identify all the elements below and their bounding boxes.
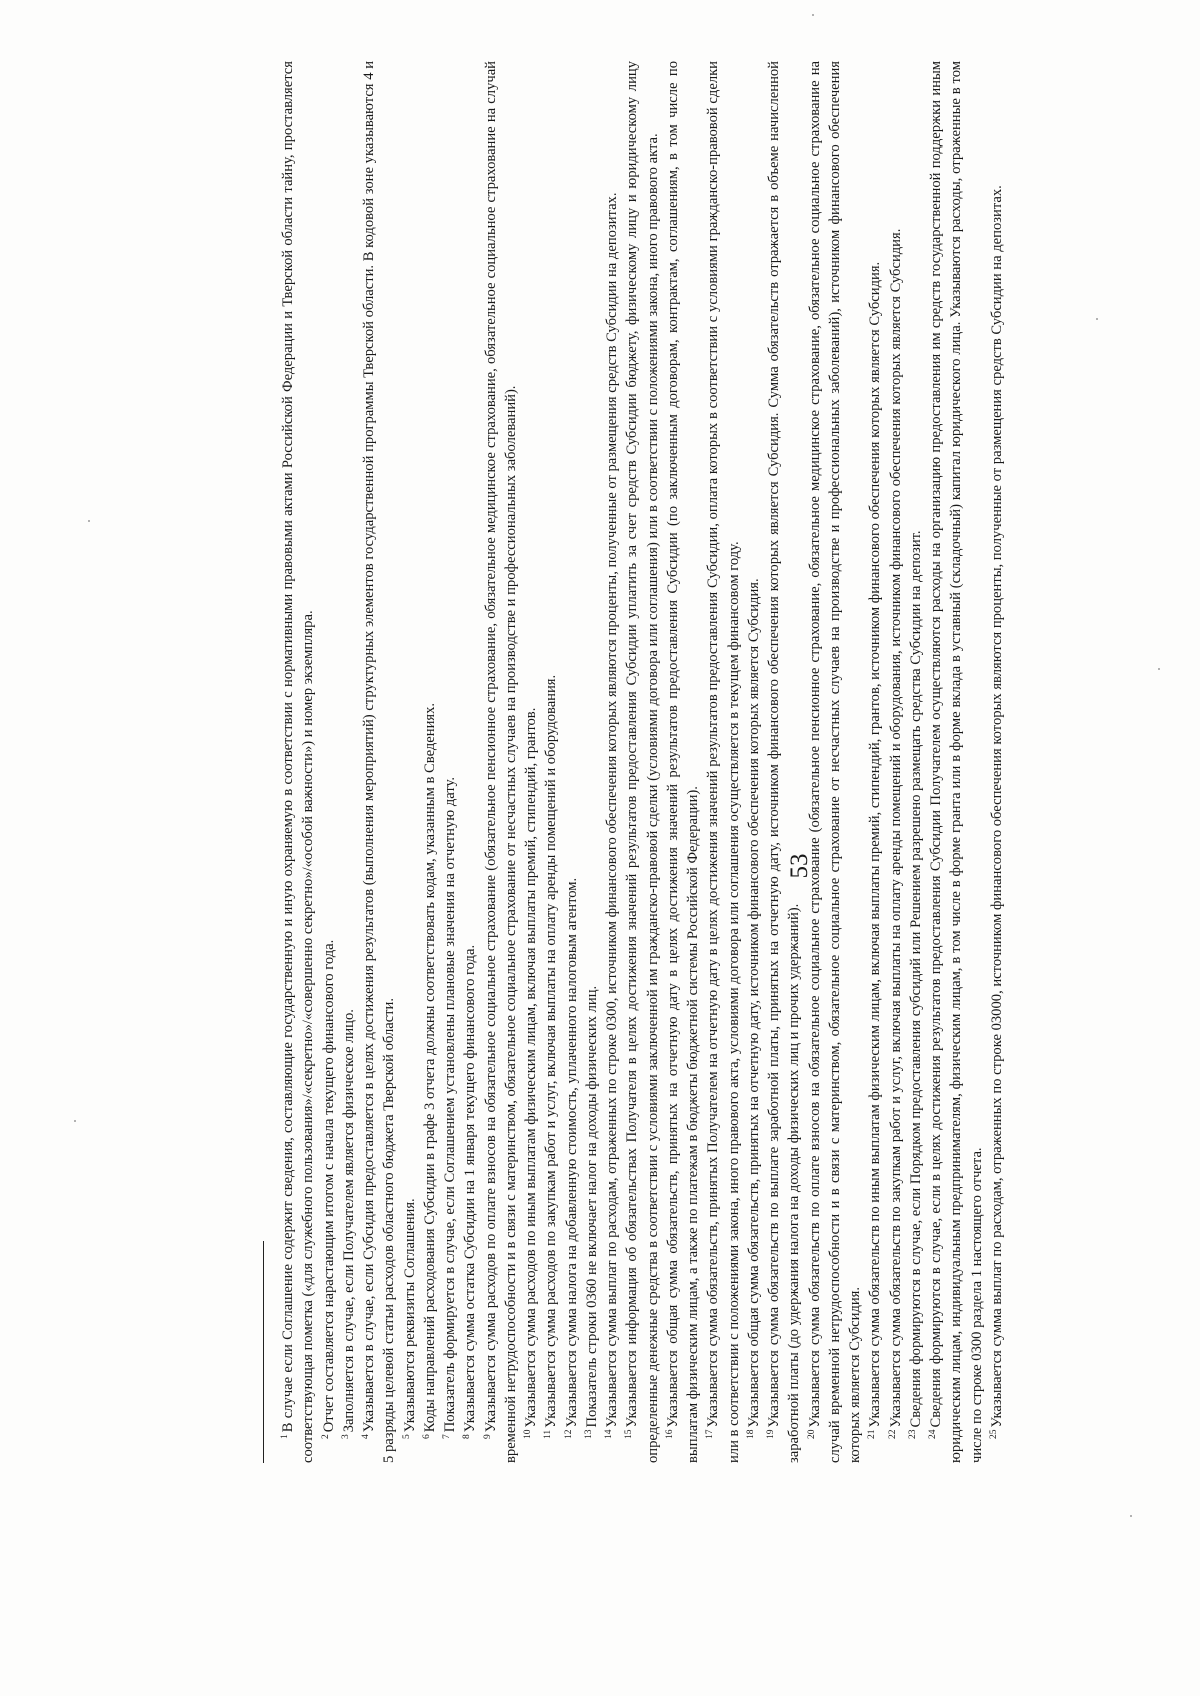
footnote-text: Указывается сумма обязательств по оплате взносов на обязательное социальное страхование (обязательное пенсионное страхование, обязательное медицинское страхование, обязательное социальное страхование на случай временной нетрудоспособности и в связи с материнством, обязательное социальное страхование от несчастных случаев на производстве и профессиональных заболеваний), источником финансового обеспечения которых является Субсидия. bbox=[806, 61, 863, 1463]
footnote-separator bbox=[263, 1241, 264, 1463]
footnote-text: Показатель строки 0360 не включает налог на доходы физических лиц. bbox=[583, 985, 600, 1428]
footnote bbox=[541, 61, 561, 1463]
footnote-number: 9 bbox=[482, 1434, 493, 1439]
footnote-text: Указывается сумма расходов по иным выплатам физическим лицам, включая выплаты премий, стипендий, грантов. bbox=[523, 707, 539, 1428]
footnote-number: 20 bbox=[806, 1429, 817, 1439]
footnote-text: Сведения формируются в случае, если в целях достижения результатов предоставления Субсидии Получателем осуществляются расходы на организацию предоставления им средств государственной поддержки иным юридическим лицам, индивидуальным предпринимателям, физическим лицам, в том числе в форме гранта или в форме вклада в уставный (складочный) капитал юридического лица. Указываются расходы, отраженные в том числе по строке 0300 раздела 1 настоящего отчета. bbox=[928, 61, 985, 1463]
footnote-number: 14 bbox=[604, 1429, 614, 1439]
footnote-text: Указывается сумма выплат по расходам, отраженных по строке 0300, источником финансового обеспечения которых являются проценты, полученные от размещения средств Субсидии на депозитах. bbox=[604, 192, 620, 1428]
footnote-text: Указывается общая сумма обязательств, принятых на отчетную дату, источником финансового обеспечения которых является Субсидия. bbox=[745, 578, 762, 1428]
footnote-text: Указывается информация об обязательствах Получателя в целях достижения значений результатов предоставления Субсидии уплатить за счет средств Субсидии бюджету, физическому лицу и юридическому лицу определенные денежные средства в соответствии с условиями заключенной им гражданско-правовой сделки (условиями договора или соглашения) или в соответствии с положениями закона, иного правового акта. bbox=[624, 61, 661, 1463]
footnote-number: 22 bbox=[887, 1429, 898, 1439]
footnote-number: 8 bbox=[462, 1434, 473, 1439]
footnote-text: Указываются реквизиты Соглашения. bbox=[401, 1198, 418, 1433]
footnote-text: Указывается сумма остатка Субсидии на 1 января текущего финансового года. bbox=[462, 944, 479, 1433]
footnote bbox=[622, 61, 663, 1463]
footnote-number: 3 bbox=[340, 1434, 351, 1439]
footnote-text: Показатель формируется в случае, если Соглашением установлены плановые значения на отчетную дату. bbox=[442, 776, 458, 1433]
footnote bbox=[865, 61, 885, 1463]
footnote-number: 10 bbox=[523, 1429, 533, 1439]
footnote-number: 13 bbox=[583, 1429, 594, 1439]
footnote-number: 23 bbox=[907, 1429, 918, 1439]
footnote-number: 12 bbox=[563, 1429, 574, 1439]
footnote bbox=[278, 61, 319, 1463]
footnote bbox=[744, 61, 764, 1463]
footnote bbox=[440, 61, 460, 1463]
footnote-text: Указывается общая сумма обязательств, принятых на отчетную дату в целях достижения значений результатов предоставления Субсидии (по заключенным договорам, контрактам, соглашениям, в том числе по выплатам физическим лицам, а также по платежам в бюджеты бюджетной системы Российской Федерации). bbox=[664, 61, 701, 1463]
footnote-number: 18 bbox=[745, 1429, 756, 1439]
footnote-number: 15 bbox=[624, 1429, 635, 1439]
footnote bbox=[339, 61, 359, 1463]
footnote bbox=[481, 61, 522, 1463]
footnote-text: Сведения формируются в случае, если Порядком предоставления субсидий или Решением разрешено размещать средства Субсидии на депозит. bbox=[907, 530, 924, 1428]
footnote-number: 17 bbox=[705, 1429, 716, 1439]
footnote bbox=[886, 61, 906, 1463]
footnote bbox=[805, 61, 866, 1463]
footnote-text: Указывается сумма обязательств по иным выплатам физическим лицам, включая выплаты премий, стипендий, грантов, источником финансового обеспечения которых является Субсидия. bbox=[867, 261, 884, 1428]
footnote bbox=[420, 61, 440, 1463]
footnote bbox=[521, 61, 541, 1463]
footnote-number: 7 bbox=[442, 1434, 452, 1439]
footnote-text: Указывается в случае, если Субсидия предоставляется в целях достижения результатов (выполнения мероприятий) структурных элементов государственной программы Тверской области. В кодовой зоне указываются 4 и 5 разряды целевой статьи расходов областного бюджета Тверской области. bbox=[361, 61, 398, 1463]
footnote bbox=[926, 61, 987, 1463]
footnote-text: В случае если Соглашение содержит сведения, составляющие государственную и иную охраняемую в соответствии с нормативными правовыми актами Российской Федерации и Тверской области тайну, проставляется соответствующая пометка («для служебного пользования»/«секретно»/«совершенно секретно»/«особой важности») и номер экземпляра. bbox=[280, 61, 317, 1463]
footnote-number: 6 bbox=[421, 1434, 432, 1439]
footnote-number: 16 bbox=[664, 1429, 675, 1439]
footnote bbox=[764, 61, 805, 1463]
footnote bbox=[602, 61, 622, 1463]
footnote bbox=[906, 61, 926, 1463]
footnote bbox=[582, 61, 602, 1463]
footnote-text: Коды направлений расходования Субсидии в графе 3 отчета должны соответствовать кодам, указанным в Сведениях. bbox=[421, 702, 438, 1433]
footnote-number: 21 bbox=[867, 1429, 878, 1439]
footnote-number: 1 bbox=[280, 1434, 290, 1439]
footnote-number: 24 bbox=[928, 1429, 938, 1439]
footnote-text: Указывается сумма выплат по расходам, отраженных по строке 03000, источником финансового обеспечения которых являются проценты, полученные от размещения средств Субсидии на депозитах. bbox=[988, 185, 1005, 1428]
footnote bbox=[703, 61, 744, 1463]
footnote-text: Указывается сумма налога на добавленную стоимость, уплаченного налоговым агентом. bbox=[563, 877, 580, 1428]
footnote bbox=[460, 61, 480, 1463]
footnote bbox=[562, 61, 582, 1463]
footnote-number: 4 bbox=[361, 1434, 371, 1439]
page-number: 53 bbox=[786, 853, 813, 879]
footnote bbox=[663, 61, 704, 1463]
footnote bbox=[319, 61, 339, 1463]
footnote-text: Заполняется в случае, если Получателем является физическое лицо. bbox=[340, 1009, 357, 1433]
footnote-number: 19 bbox=[766, 1429, 776, 1439]
footnote bbox=[987, 61, 1007, 1463]
footnote-text: Указывается сумма обязательств по выплате заработной платы, принятых на отчетную дату, источником финансового обеспечения которых является Субсидия. Сумма обязательств отражается в объеме начисленной заработной платы (до удержания налога на доходы физических лиц и прочих удержаний). bbox=[766, 61, 803, 1463]
footnote-text: Отчет составляется нарастающим итогом с начала текущего финансового года. bbox=[320, 939, 337, 1433]
footnote-text: Указывается сумма обязательств по закупкам работ и услуг, включая выплаты на оплату аренды помещений и оборудования, источником финансового обеспечения которых является Субсидия. bbox=[887, 228, 904, 1428]
footnote-text: Указывается сумма расходов по оплате взносов на обязательное социальное страхование (обязательное пенсионное страхование, обязательное медицинское страхование, обязательное социальное страхование на случай временной нетрудоспособности и в связи с материнством, обязательное социальное страхование от несчастных случаев на производстве и профессиональных заболеваний). bbox=[482, 61, 519, 1463]
footnote-number: 5 bbox=[401, 1434, 412, 1439]
footnote-number: 11 bbox=[543, 1429, 554, 1439]
footnote bbox=[400, 61, 420, 1463]
footnote-number: 25 bbox=[988, 1429, 999, 1439]
footnote-text: Указывается сумма расходов по закупкам работ и услуг, включая выплаты на оплату аренды помещений и оборудования. bbox=[543, 674, 560, 1428]
footnote bbox=[359, 61, 400, 1463]
footnote-text: Указывается сумма обязательств, принятых Получателем на отчетную дату в целях достижения значений результатов предоставления Субсидии, оплата которых в соответствии с условиями гражданско-правовой сделки или в соответствии с положениями закона, иного правового акта, условиями договора или соглашения осуществляется в текущем финансовом году. bbox=[705, 61, 742, 1463]
footnote-list bbox=[278, 61, 1007, 1463]
footnote-number: 2 bbox=[320, 1434, 331, 1439]
